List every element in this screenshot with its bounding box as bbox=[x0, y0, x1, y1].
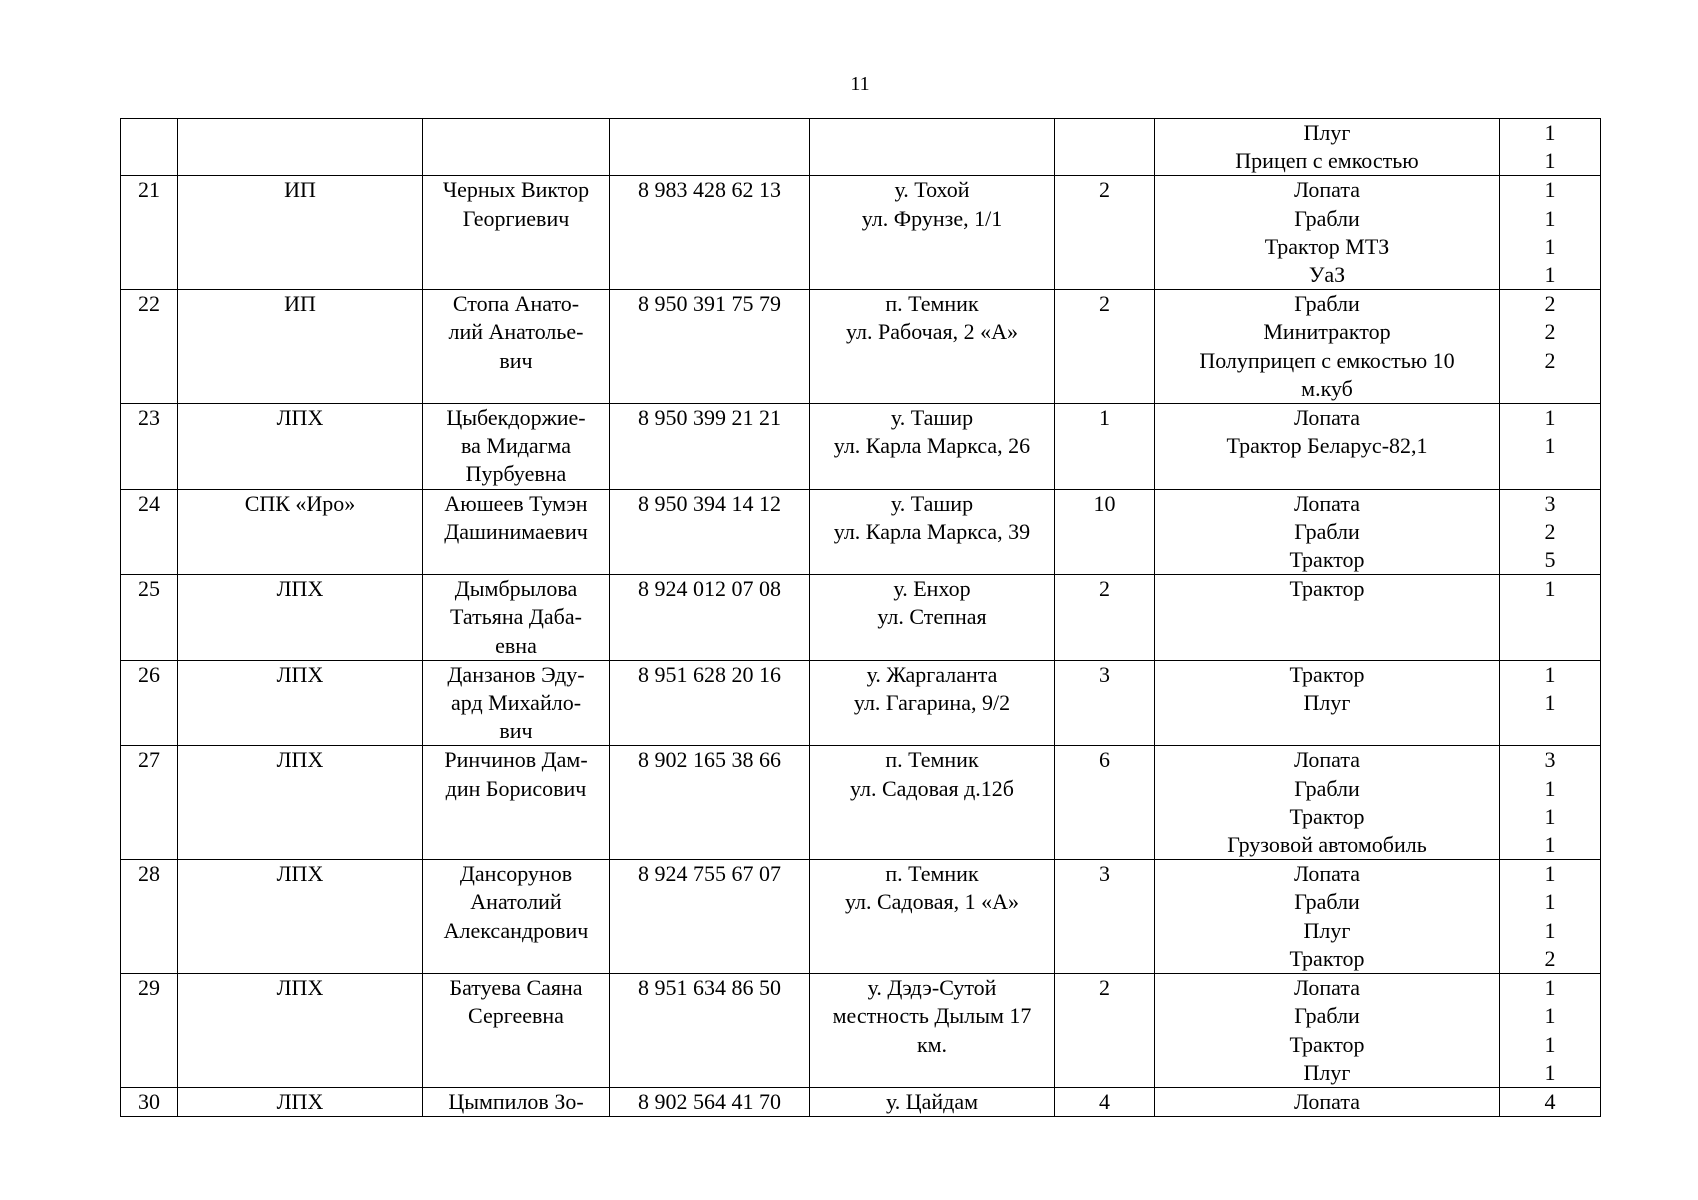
equipment-cell bbox=[1155, 489, 1500, 575]
owner-name-cell bbox=[423, 404, 610, 490]
phone-cell: 8 924 755 67 07 bbox=[610, 860, 810, 974]
owner-name-line: вич bbox=[499, 718, 533, 744]
equipment-line: Грабли bbox=[1294, 775, 1360, 801]
quantity-line: 1 bbox=[1544, 433, 1556, 459]
table-row bbox=[121, 660, 1601, 746]
equipment-line: Плуг bbox=[1303, 917, 1351, 943]
quantity-cell bbox=[1500, 1087, 1601, 1116]
equipment-line: Полуприцеп с емкостью 10 bbox=[1199, 347, 1455, 373]
table-row bbox=[121, 860, 1601, 974]
table-row bbox=[121, 974, 1601, 1088]
quantity-line: 1 bbox=[1544, 177, 1556, 203]
table-row bbox=[121, 119, 1601, 176]
phone-cell bbox=[610, 119, 810, 176]
equipment-line: Грабли bbox=[1294, 889, 1360, 915]
address-line: у. Ташир bbox=[890, 490, 974, 516]
ownership-form-cell: ЛПХ bbox=[178, 974, 423, 1088]
ownership-form-cell: ЛПХ bbox=[178, 1087, 423, 1116]
row-number-cell bbox=[121, 119, 178, 176]
address-line: ул. Карла Маркса, 26 bbox=[833, 433, 1031, 459]
owner-name-line: Татьяна Даба- bbox=[450, 604, 582, 630]
equipment-line: Грабли bbox=[1294, 205, 1360, 231]
table-row bbox=[121, 746, 1601, 860]
owner-name-cell bbox=[423, 746, 610, 860]
phone-cell: 8 950 391 75 79 bbox=[610, 290, 810, 404]
table-row bbox=[121, 489, 1601, 575]
quantity-line: 1 bbox=[1544, 405, 1556, 431]
address-line: ул. Садовая, 1 «А» bbox=[844, 889, 1019, 915]
quantity-line: 2 bbox=[1544, 518, 1556, 544]
table-row bbox=[121, 290, 1601, 404]
quantity-line: 1 bbox=[1544, 917, 1556, 943]
equipment-line: Лопата bbox=[1294, 1088, 1360, 1114]
quantity-cell bbox=[1500, 489, 1601, 575]
count-cell: 2 bbox=[1055, 575, 1155, 661]
row-number-cell: 27 bbox=[121, 746, 178, 860]
quantity-line: 1 bbox=[1544, 661, 1556, 687]
address-line: ул. Садовая д.12б bbox=[849, 775, 1014, 801]
equipment-line: Лопата bbox=[1294, 490, 1360, 516]
phone-cell: 8 950 394 14 12 bbox=[610, 489, 810, 575]
quantity-cell bbox=[1500, 290, 1601, 404]
quantity-cell bbox=[1500, 404, 1601, 490]
owner-name-line: ва Мидагма bbox=[461, 433, 571, 459]
table-row bbox=[121, 575, 1601, 661]
owner-name-cell bbox=[423, 290, 610, 404]
address-line: у. Цайдам bbox=[885, 1088, 979, 1114]
owner-name-line: Данзанов Эду- bbox=[447, 661, 585, 687]
equipment-table bbox=[120, 118, 1601, 1117]
equipment-cell bbox=[1155, 1087, 1500, 1116]
address-cell bbox=[810, 119, 1055, 176]
quantity-line: 1 bbox=[1544, 233, 1556, 259]
quantity-line: 1 bbox=[1544, 775, 1556, 801]
owner-name-cell bbox=[423, 974, 610, 1088]
ownership-form-cell: ИП bbox=[178, 290, 423, 404]
owner-name-line: лий Анатолье- bbox=[448, 319, 584, 345]
quantity-line: 1 bbox=[1544, 975, 1556, 1001]
address-line: п. Темник bbox=[885, 291, 979, 317]
address-line: ул. Рабочая, 2 «А» bbox=[846, 319, 1018, 345]
address-cell bbox=[810, 489, 1055, 575]
equipment-cell bbox=[1155, 575, 1500, 661]
quantity-line: 1 bbox=[1544, 1003, 1556, 1029]
table-row bbox=[121, 176, 1601, 290]
quantity-cell bbox=[1500, 746, 1601, 860]
quantity-line: 1 bbox=[1544, 576, 1556, 602]
count-cell bbox=[1055, 119, 1155, 176]
equipment-cell bbox=[1155, 660, 1500, 746]
owner-name-line: ард Михайло- bbox=[450, 690, 582, 716]
owner-name-line: Дансорунов bbox=[459, 861, 573, 887]
equipment-line: Трактор bbox=[1289, 547, 1365, 573]
equipment-line: Трактор bbox=[1289, 803, 1365, 829]
owner-name-line: вич bbox=[499, 347, 533, 373]
owner-name-line: Сергеевна bbox=[468, 1003, 564, 1029]
equipment-line: Плуг bbox=[1303, 120, 1351, 145]
equipment-line: Лопата bbox=[1294, 861, 1360, 887]
equipment-line: Лопата bbox=[1294, 405, 1360, 431]
ownership-form-cell: ИП bbox=[178, 176, 423, 290]
equipment-line: Прицеп с емкостью bbox=[1235, 148, 1419, 174]
quantity-line: 2 bbox=[1544, 945, 1556, 971]
address-line: ул. Гагарина, 9/2 bbox=[853, 690, 1011, 716]
address-line: ул. Карла Маркса, 39 bbox=[833, 518, 1031, 544]
owner-name-line: Черных Виктор bbox=[442, 177, 590, 203]
count-cell: 1 bbox=[1055, 404, 1155, 490]
ownership-form-cell bbox=[178, 119, 423, 176]
equipment-line: Трактор bbox=[1289, 945, 1365, 971]
equipment-line: УаЗ bbox=[1308, 262, 1346, 288]
quantity-line: 2 bbox=[1544, 319, 1556, 345]
equipment-line: Трактор bbox=[1289, 661, 1365, 687]
equipment-line: Грабли bbox=[1294, 291, 1360, 317]
owner-name-cell bbox=[423, 1087, 610, 1116]
quantity-line: 1 bbox=[1544, 889, 1556, 915]
owner-name-cell bbox=[423, 489, 610, 575]
row-number-cell: 25 bbox=[121, 575, 178, 661]
address-line: км. bbox=[916, 1031, 948, 1057]
address-cell bbox=[810, 1087, 1055, 1116]
address-cell bbox=[810, 974, 1055, 1088]
count-cell: 2 bbox=[1055, 176, 1155, 290]
table-row bbox=[121, 1087, 1601, 1116]
count-cell: 4 bbox=[1055, 1087, 1155, 1116]
row-number-cell: 22 bbox=[121, 290, 178, 404]
owner-name-line: Дашинимаевич bbox=[444, 518, 588, 544]
owner-name-line: евна bbox=[495, 632, 537, 658]
phone-cell: 8 951 634 86 50 bbox=[610, 974, 810, 1088]
equipment-line: Грабли bbox=[1294, 1003, 1360, 1029]
equipment-cell bbox=[1155, 119, 1500, 176]
quantity-line: 1 bbox=[1544, 861, 1556, 887]
ownership-form-cell: ЛПХ bbox=[178, 860, 423, 974]
equipment-line: Грабли bbox=[1294, 518, 1360, 544]
address-line: у. Енхор bbox=[893, 576, 971, 602]
owner-name-line: Александрович bbox=[443, 917, 589, 943]
equipment-line: м.куб bbox=[1301, 375, 1353, 401]
table-row bbox=[121, 404, 1601, 490]
quantity-cell bbox=[1500, 119, 1601, 176]
address-cell bbox=[810, 860, 1055, 974]
address-cell bbox=[810, 746, 1055, 860]
owner-name-cell bbox=[423, 575, 610, 661]
address-line: у. Ташир bbox=[890, 405, 974, 431]
quantity-cell bbox=[1500, 575, 1601, 661]
quantity-line: 2 bbox=[1544, 291, 1556, 317]
phone-cell: 8 950 399 21 21 bbox=[610, 404, 810, 490]
quantity-line: 1 bbox=[1544, 1031, 1556, 1057]
owner-name-line: Стопа Анато- bbox=[452, 291, 580, 317]
address-cell bbox=[810, 575, 1055, 661]
address-line: ул. Степная bbox=[877, 604, 987, 630]
address-line: местность Дылым 17 bbox=[832, 1003, 1032, 1029]
equipment-cell bbox=[1155, 974, 1500, 1088]
quantity-line: 1 bbox=[1544, 832, 1556, 858]
row-number-cell: 29 bbox=[121, 974, 178, 1088]
quantity-cell bbox=[1500, 860, 1601, 974]
quantity-cell bbox=[1500, 660, 1601, 746]
count-cell: 3 bbox=[1055, 660, 1155, 746]
row-number-cell: 24 bbox=[121, 489, 178, 575]
quantity-line: 1 bbox=[1544, 148, 1556, 174]
quantity-line: 5 bbox=[1544, 547, 1556, 573]
phone-cell: 8 951 628 20 16 bbox=[610, 660, 810, 746]
quantity-line: 1 bbox=[1544, 262, 1556, 288]
ownership-form-cell: ЛПХ bbox=[178, 575, 423, 661]
owner-name-cell bbox=[423, 119, 610, 176]
owner-name-cell bbox=[423, 660, 610, 746]
count-cell: 2 bbox=[1055, 290, 1155, 404]
owner-name-cell bbox=[423, 860, 610, 974]
ownership-form-cell: ЛПХ bbox=[178, 404, 423, 490]
address-line: у. Тохой bbox=[894, 177, 970, 203]
ownership-form-cell: СПК «Иро» bbox=[178, 489, 423, 575]
owner-name-line: дин Борисович bbox=[445, 775, 587, 801]
address-line: у. Дэдэ-Сутой bbox=[867, 975, 997, 1001]
address-cell bbox=[810, 404, 1055, 490]
equipment-line: Трактор bbox=[1289, 1031, 1365, 1057]
address-cell bbox=[810, 290, 1055, 404]
phone-cell: 8 902 165 38 66 bbox=[610, 746, 810, 860]
equipment-cell bbox=[1155, 176, 1500, 290]
owner-name-line: Дымбрылова bbox=[454, 576, 578, 602]
count-cell: 3 bbox=[1055, 860, 1155, 974]
equipment-line: Грузовой автомобиль bbox=[1227, 832, 1427, 858]
address-line: ул. Фрунзе, 1/1 bbox=[861, 205, 1003, 231]
quantity-line: 3 bbox=[1544, 490, 1556, 516]
owner-name-line: Цымпилов Зо- bbox=[448, 1088, 584, 1114]
owner-name-line: Георгиевич bbox=[462, 205, 570, 231]
owner-name-line: Батуева Саяна bbox=[449, 975, 583, 1001]
ownership-form-cell: ЛПХ bbox=[178, 746, 423, 860]
count-cell: 2 bbox=[1055, 974, 1155, 1088]
equipment-line: Лопата bbox=[1294, 975, 1360, 1001]
equipment-cell bbox=[1155, 404, 1500, 490]
address-line: п. Темник bbox=[885, 861, 979, 887]
quantity-line: 1 bbox=[1544, 205, 1556, 231]
address-cell bbox=[810, 176, 1055, 290]
phone-cell: 8 983 428 62 13 bbox=[610, 176, 810, 290]
address-line: п. Темник bbox=[885, 747, 979, 773]
row-number-cell: 26 bbox=[121, 660, 178, 746]
equipment-line: Лопата bbox=[1294, 177, 1360, 203]
address-line: у. Жаргаланта bbox=[866, 661, 998, 687]
equipment-line: Трактор bbox=[1289, 576, 1365, 602]
quantity-line: 1 bbox=[1544, 120, 1556, 145]
phone-cell: 8 924 012 07 08 bbox=[610, 575, 810, 661]
count-cell: 10 bbox=[1055, 489, 1155, 575]
equipment-line: Трактор Беларус-82,1 bbox=[1226, 433, 1428, 459]
owner-name-line: Пурбуевна bbox=[465, 461, 567, 487]
row-number-cell: 23 bbox=[121, 404, 178, 490]
quantity-cell bbox=[1500, 974, 1601, 1088]
owner-name-line: Аюшеев Тумэн bbox=[444, 490, 588, 516]
address-cell bbox=[810, 660, 1055, 746]
equipment-line: Плуг bbox=[1303, 690, 1351, 716]
ownership-form-cell: ЛПХ bbox=[178, 660, 423, 746]
phone-cell: 8 902 564 41 70 bbox=[610, 1087, 810, 1116]
quantity-line: 1 bbox=[1544, 1059, 1556, 1085]
equipment-line: Лопата bbox=[1294, 747, 1360, 773]
owner-name-line: Цыбекдоржие- bbox=[446, 405, 586, 431]
row-number-cell: 28 bbox=[121, 860, 178, 974]
page-number: 11 bbox=[850, 73, 870, 95]
quantity-line: 2 bbox=[1544, 347, 1556, 373]
owner-name-line: Ринчинов Дам- bbox=[444, 747, 588, 773]
equipment-cell bbox=[1155, 290, 1500, 404]
equipment-cell bbox=[1155, 860, 1500, 974]
equipment-line: Плуг bbox=[1303, 1059, 1351, 1085]
equipment-line: Трактор МТЗ bbox=[1264, 233, 1390, 259]
equipment-line: Минитрактор bbox=[1263, 319, 1391, 345]
owner-name-line: Анатолий bbox=[470, 889, 562, 915]
quantity-line: 1 bbox=[1544, 690, 1556, 716]
quantity-cell bbox=[1500, 176, 1601, 290]
row-number-cell: 21 bbox=[121, 176, 178, 290]
owner-name-cell bbox=[423, 176, 610, 290]
count-cell: 6 bbox=[1055, 746, 1155, 860]
row-number-cell: 30 bbox=[121, 1087, 178, 1116]
quantity-line: 1 bbox=[1544, 803, 1556, 829]
equipment-cell bbox=[1155, 746, 1500, 860]
quantity-line: 4 bbox=[1544, 1088, 1556, 1114]
table-body bbox=[121, 119, 1601, 1117]
quantity-line: 3 bbox=[1544, 747, 1556, 773]
